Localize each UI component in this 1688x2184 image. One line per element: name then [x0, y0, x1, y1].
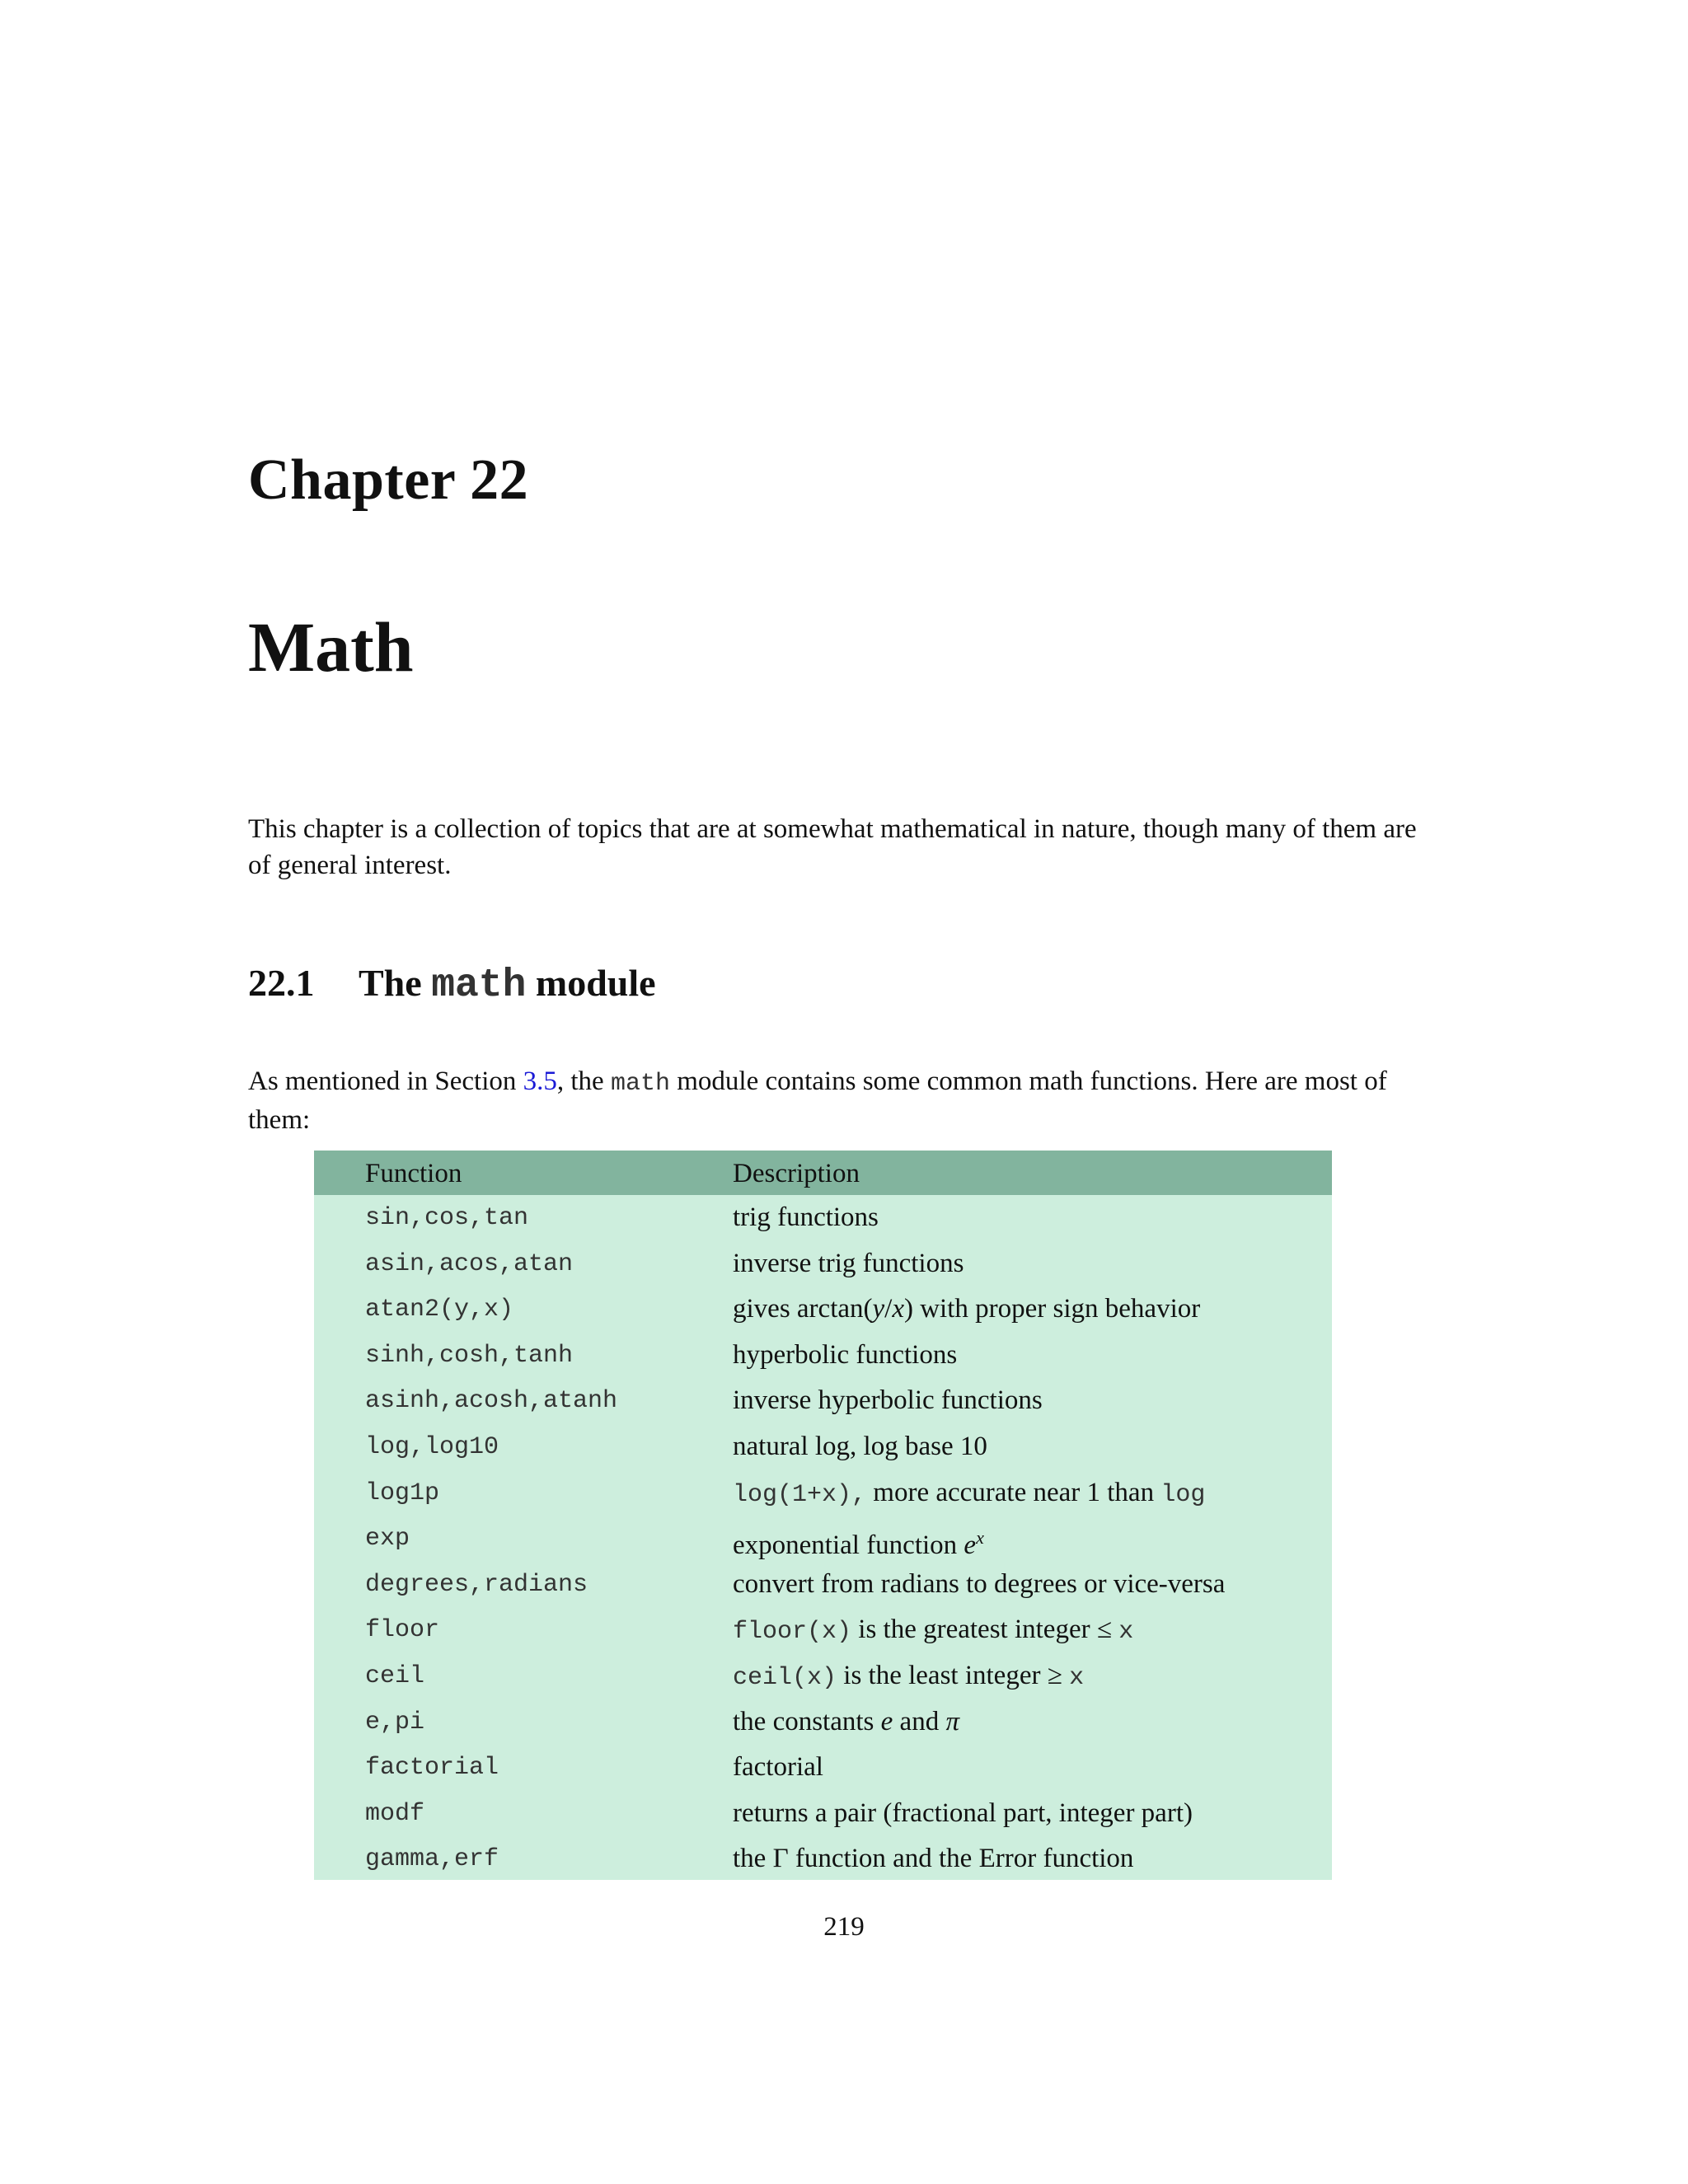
description-fragment: e [880, 1706, 893, 1736]
description-cell [733, 1477, 1205, 1511]
table-row [314, 1286, 1332, 1333]
function-cell: factorial [365, 1754, 499, 1783]
function-cell: log1p [365, 1479, 440, 1507]
section-title-prefix: The [359, 962, 422, 1004]
section-xref-link[interactable]: 3.5 [523, 1066, 557, 1096]
description-cell [733, 1751, 823, 1783]
description-cell [733, 1293, 1200, 1324]
chapter-label: Chapter 22 [248, 448, 529, 512]
function-cell: atan2(y,x) [365, 1296, 514, 1324]
description-cell [733, 1339, 957, 1371]
description-fragment: e [964, 1530, 977, 1561]
header-function: Function [365, 1159, 462, 1188]
section-number: 22.1 [248, 962, 315, 1004]
function-cell: degrees,radians [365, 1570, 588, 1599]
description-cell [733, 1660, 1084, 1694]
description-fragment: x [976, 1527, 984, 1549]
description-fragment: / [884, 1294, 893, 1324]
function-cell: exp [365, 1525, 410, 1554]
description-fragment: ceil(x) [733, 1664, 837, 1692]
table-row [314, 1470, 1332, 1516]
description-fragment: is the least integer ≥ [837, 1661, 1070, 1690]
description-fragment: hyperbolic functions [733, 1339, 958, 1370]
description-fragment: floor(x) [733, 1618, 852, 1647]
description-fragment: log(1+x), [733, 1480, 867, 1509]
table-row [314, 1562, 1332, 1608]
function-cell: e,pi [365, 1708, 425, 1736]
section-heading [248, 962, 656, 1008]
intro-paragraph: This chapter is a collection of topics that are at somewhat mathematical in nature, though many of them are of general interest. [248, 814, 1417, 880]
table-row [314, 1653, 1332, 1699]
page-number: 219 [823, 1912, 865, 1942]
description-fragment: log [1160, 1480, 1206, 1509]
function-cell: gamma,erf [365, 1845, 499, 1874]
description-fragment: inverse hyperbolic functions [733, 1385, 1043, 1416]
description-fragment: y [872, 1294, 885, 1324]
description-cell [733, 1797, 1193, 1829]
lead-code: math [610, 1070, 670, 1098]
description-cell [733, 1843, 1133, 1874]
description-fragment: factorial [733, 1752, 823, 1783]
description-fragment: x [1069, 1664, 1085, 1692]
description-fragment: convert from radians to degrees or vice-versa [733, 1568, 1226, 1599]
function-cell: asinh,acosh,atanh [365, 1387, 618, 1416]
description-fragment: returns a pair (fractional part, integer part) [733, 1797, 1193, 1828]
table-row [314, 1424, 1332, 1470]
lead-text-after: module contains some common math functions. Here are most of them: [248, 1066, 1387, 1135]
chapter-title: Math [248, 607, 414, 687]
function-cell: modf [365, 1799, 425, 1828]
description-fragment: is the greatest integer ≤ [851, 1615, 1119, 1645]
lead-paragraph [248, 1063, 1443, 1138]
table-row [314, 1699, 1332, 1746]
description-fragment: inverse trig functions [733, 1248, 964, 1278]
function-cell: log,log10 [365, 1433, 499, 1461]
description-fragment: exponential function [733, 1530, 964, 1561]
table-row [314, 1378, 1332, 1424]
table-row [314, 1241, 1332, 1287]
functions-table [314, 1151, 1332, 1880]
lead-text-middle: , the [556, 1066, 604, 1096]
table-row [314, 1791, 1332, 1837]
table-row [314, 1516, 1332, 1562]
description-fragment: the constants [733, 1706, 881, 1736]
description-fragment: and [893, 1706, 946, 1736]
description-fragment: trig functions [733, 1202, 879, 1232]
description-fragment: x [892, 1294, 904, 1324]
section-title-suffix: module [535, 962, 656, 1004]
description-cell [733, 1614, 1133, 1647]
description-cell [733, 1568, 1225, 1600]
function-cell: ceil [365, 1662, 425, 1690]
description-cell [733, 1248, 964, 1279]
description-cell [733, 1431, 987, 1462]
description-fragment: gives arctan( [733, 1294, 873, 1324]
table-row [314, 1195, 1332, 1241]
description-cell [733, 1385, 1043, 1416]
section-title-code: math [431, 963, 527, 1008]
description-cell [733, 1202, 879, 1233]
description-fragment: π [945, 1706, 959, 1736]
description-fragment: natural log, log base 10 [733, 1432, 987, 1461]
table-row [314, 1607, 1332, 1653]
table-header [314, 1151, 1332, 1195]
description-fragment: the Γ function and the Error function [733, 1844, 1134, 1874]
table-row [314, 1745, 1332, 1791]
description-fragment: x [1118, 1618, 1134, 1647]
function-cell: sin,cos,tan [365, 1204, 529, 1232]
description-fragment: more accurate near 1 than [866, 1477, 1161, 1507]
function-cell: floor [365, 1616, 440, 1645]
description-fragment: ) with proper sign behavior [903, 1294, 1201, 1324]
description-cell [733, 1522, 984, 1561]
table-row [314, 1836, 1332, 1882]
lead-text-before: As mentioned in Section [248, 1066, 517, 1096]
function-cell: asin,acos,atan [365, 1249, 574, 1278]
header-description: Description [733, 1159, 860, 1188]
function-cell: sinh,cosh,tanh [365, 1341, 574, 1370]
table-row [314, 1333, 1332, 1379]
description-cell [733, 1706, 959, 1737]
